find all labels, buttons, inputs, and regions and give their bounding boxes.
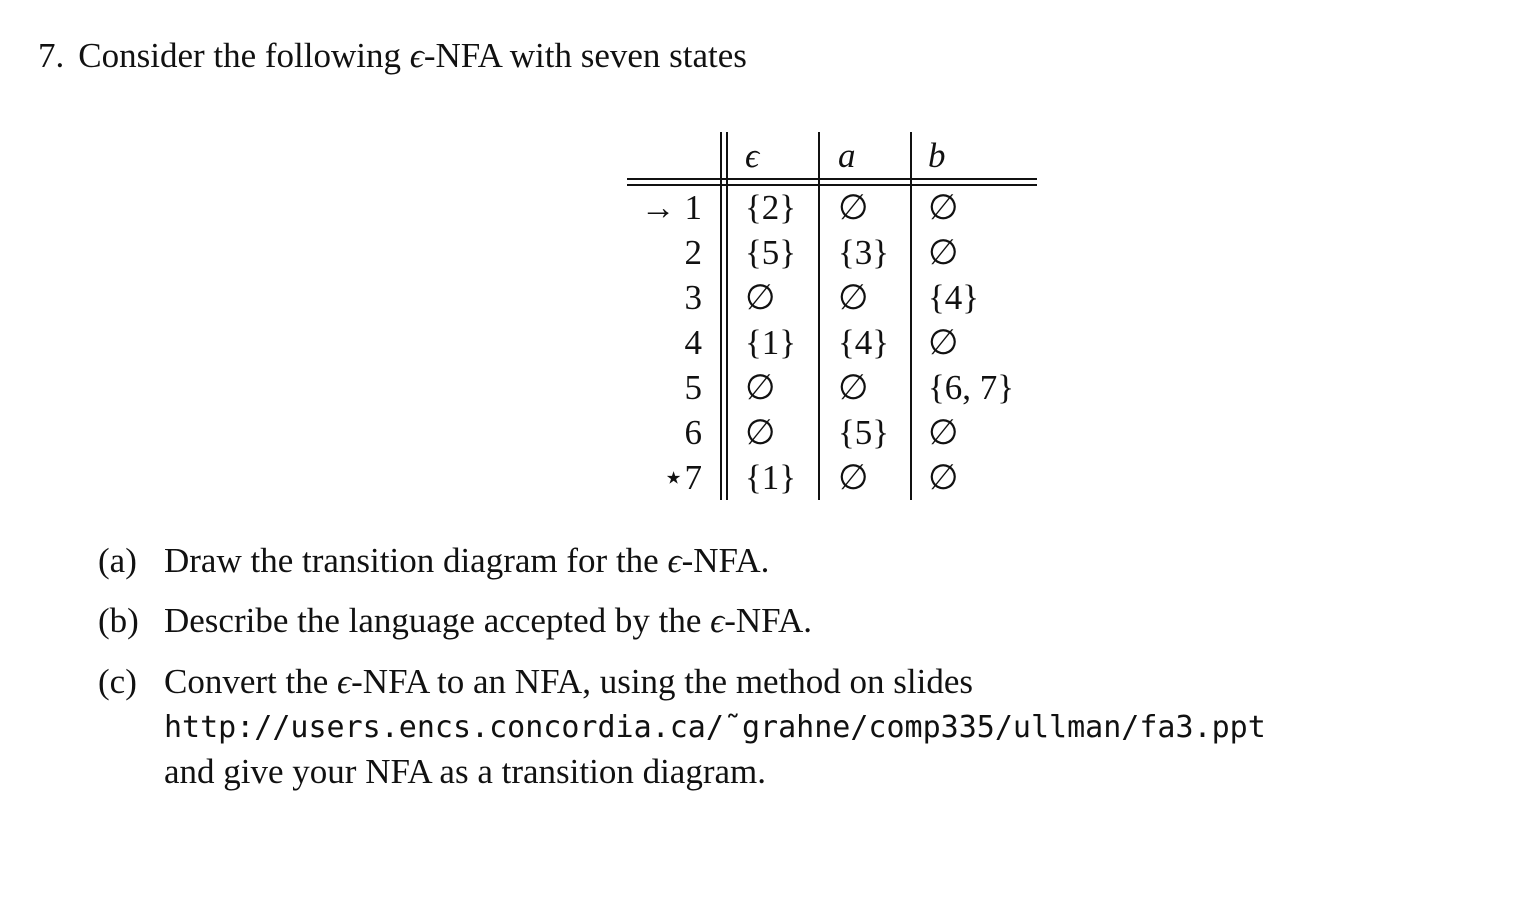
subquestion-continuation: and give your NFA as a transition diagram. (164, 752, 767, 791)
subquestion-b (98, 598, 1398, 643)
subquestion-text (164, 659, 973, 704)
subquestion-text-start: Convert the (164, 662, 338, 701)
header-rule-bottom (627, 184, 1037, 186)
subquestion-text-start: Describe the language accepted by the (164, 601, 711, 640)
a-cell: {3} (838, 233, 890, 272)
state-cell: 5 (684, 368, 702, 407)
subquestion-text-start: Draw the transition diagram for the (164, 541, 668, 580)
epsilon-cell: {5} (745, 233, 797, 272)
epsilon-symbol: ϵ (409, 36, 424, 75)
header-epsilon: ϵ (745, 136, 760, 175)
epsilon-cell: {2} (745, 188, 797, 227)
epsilon-symbol: ϵ (710, 601, 725, 640)
b-cell: {4} (928, 278, 980, 317)
subquestion-c (98, 659, 1478, 799)
intro-text-start: Consider the following (78, 36, 410, 75)
header-b: b (928, 136, 946, 175)
b-cell: ∅ (928, 458, 959, 497)
b-cell: {6, 7} (928, 368, 1015, 407)
state-column-rule-right (726, 132, 728, 500)
epsilon-cell: ∅ (745, 413, 776, 452)
epsilon-column-rule (818, 132, 820, 500)
problem-number: 7. (38, 36, 65, 75)
state-cell: ⋆7 (662, 458, 702, 497)
state-cell: 2 (684, 233, 702, 272)
state-cell: → 1 (640, 188, 702, 227)
subquestion-label: (b) (98, 601, 139, 640)
epsilon-cell: ∅ (745, 368, 776, 407)
b-cell: ∅ (928, 323, 959, 362)
subquestion-text (164, 538, 769, 583)
a-column-rule (910, 132, 912, 500)
epsilon-symbol: ϵ (337, 662, 352, 701)
a-cell: ∅ (838, 368, 869, 407)
epsilon-symbol: ϵ (667, 541, 682, 580)
state-cell: 6 (684, 413, 702, 452)
a-cell: {4} (838, 323, 890, 362)
subquestion-text (164, 598, 812, 643)
a-cell: ∅ (838, 458, 869, 497)
a-cell: ∅ (838, 278, 869, 317)
b-cell: ∅ (928, 413, 959, 452)
a-cell: ∅ (838, 188, 869, 227)
state-column-rule-left (720, 132, 722, 500)
subquestion-text-end: -NFA. (724, 601, 813, 640)
state-cell: 3 (684, 278, 702, 317)
state-cell: 4 (684, 323, 702, 362)
a-cell: {5} (838, 413, 890, 452)
subquestion-text-end: -NFA. (681, 541, 770, 580)
intro-text-end: -NFA with seven states (423, 36, 747, 75)
subquestion-a (98, 538, 1398, 583)
header-a: a (838, 136, 856, 175)
subquestion-label: (c) (98, 662, 137, 701)
slides-url-link[interactable]: http://users.encs.concordia.ca/˜grahne/comp335/ullman/fa3.ppt (164, 710, 1266, 745)
subquestion-text-end: -NFA to an NFA, using the method on slides (351, 662, 974, 701)
subquestion-label: (a) (98, 541, 137, 580)
b-cell: ∅ (928, 233, 959, 272)
epsilon-cell: ∅ (745, 278, 776, 317)
b-cell: ∅ (928, 188, 959, 227)
epsilon-cell: {1} (745, 458, 797, 497)
header-rule-top (627, 178, 1037, 180)
epsilon-cell: {1} (745, 323, 797, 362)
